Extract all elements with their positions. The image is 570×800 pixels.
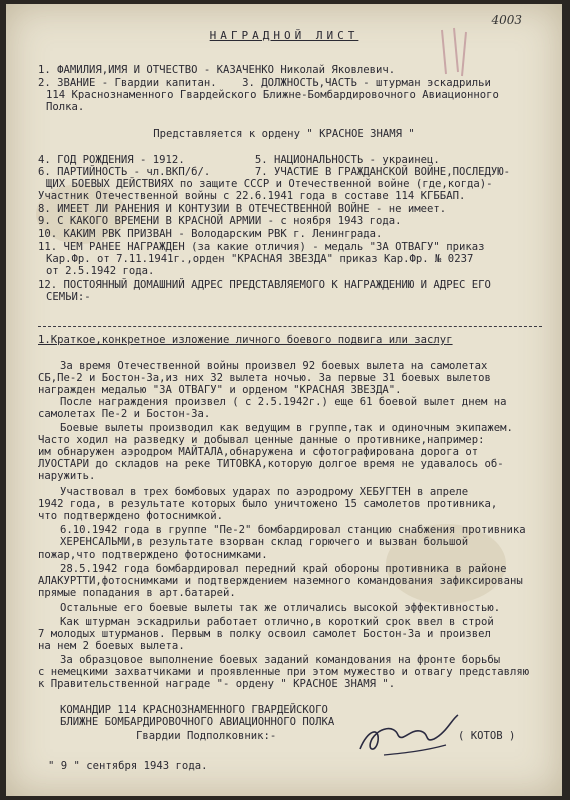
field-line: 10. КАКИМ РВК ПРИЗВАН - Володарским РВК г. Ленинграда.	[38, 228, 383, 240]
field-line: 12. ПОСТОЯННЫЙ ДОМАШНИЙ АДРЕС ПРЕДСТАВЛЯЕМОГО К НАГРАЖДЕНИЮ И АДРЕС ЕГО	[38, 279, 491, 291]
document-title: НАГРАДНОЙ ЛИСТ	[209, 29, 359, 42]
field-line: 9. С КАКОГО ВРЕМЕНИ В КРАСНОЙ АРМИИ - с ноября 1943 года.	[38, 215, 402, 227]
commander-rank: Гвардии Подполковник:-	[136, 730, 277, 742]
body-line: пожар,что подтверждено фотоснимками.	[38, 549, 268, 561]
archive-number: 4003	[491, 13, 522, 27]
field-line: Участник Отечественной войны с 22.6.1941 года в составе 114 КГББАП.	[38, 190, 466, 202]
award-sheet	[6, 4, 562, 796]
field-line: Кар.Фр. от 7.11.1941г.,орден "КРАСНАЯ ЗВЕЗДА" приказ Кар.Фр. № 0237	[46, 253, 474, 265]
field-line: ЩИХ БОЕВЫХ ДЕЙСТВИЯХ по защите СССР и Отечественной войне (где,когда)-	[46, 178, 493, 190]
signature-icon	[354, 709, 464, 764]
body-line: АЛАКУРТТИ,фотоснимками и подтверждением наземного командования зафиксированы прямые попадания в арт.батарей.	[38, 575, 523, 600]
body-line: Боевые вылеты производил как ведущим в группе,так и одиночным экипажем.	[60, 422, 513, 434]
field-line: от 2.5.1942 года.	[46, 265, 155, 277]
commander-name: ( КОТОВ )	[458, 730, 516, 742]
header-line: 1. ФАМИЛИЯ,ИМЯ И ОТЧЕСТВО - КАЗАЧЕНКО Николай Яковлевич.	[38, 64, 396, 76]
divider	[38, 326, 542, 327]
date-line: " 9 " сентября 1943 года.	[48, 760, 208, 772]
body-line: За время Отечественной войны произвел 92 боевых вылета на самолетах	[60, 360, 488, 372]
field-line: 4. ГОД РОЖДЕНИЯ - 1912. 5. НАЦИОНАЛЬНОСТЬ - украинец.	[38, 154, 440, 166]
body-line: 7 молодых штурманов. Первым в полку освоил самолет Бостон-3а и произвел	[38, 628, 491, 640]
field-line: 8. ИМЕЕТ ЛИ РАНЕНИЯ И КОНТУЗИИ В ОТЕЧЕСТВЕННОЙ ВОЙНЕ - не имеет.	[38, 203, 447, 215]
body-line: Участвовал в трех бомбовых ударах по аэродрому ХЕБУГТЕН в апреле	[60, 486, 469, 498]
header-line: 114 Краснознаменного Гвардейского Ближне-Бомбардировочного Авиационного	[46, 89, 499, 101]
body-line: 6.10.1942 года в группе "Пе-2" бомбардировал станцию снабжения противника ХЕРЕНСАЛЬМИ,в результате взорван склад горючего и вызван большой	[60, 524, 526, 549]
body-line: с немецкими захватчиками и проявленные при этом мужество и отвагу представляю к Правительственной награде "- ордену " КРАСНОЕ ЗНАМЯ ".	[38, 666, 530, 691]
body-line: на нем 2 боевых вылета.	[38, 640, 185, 652]
body-line: 28.5.1942 года бомбардировал передний край обороны противника в районе	[60, 563, 507, 575]
field-line: СЕМЬИ:-	[46, 291, 91, 303]
body-line: 1942 года, в результате которых было уничтожено 15 самолетов противника,	[38, 498, 498, 510]
body-line: СБ,Пе-2 и Бостон-3а,из них 32 вылета ночью. За первые 31 боевых вылетов	[38, 372, 491, 384]
presented-to: Представляется к ордену " КРАСНОЕ ЗНАМЯ "	[153, 128, 415, 140]
body-line: наружить.	[38, 470, 96, 482]
body-line: им обнаружен аэродром МАЙТАЛА,обнаружена и сфотографирована дорога от	[38, 446, 479, 458]
body-line: Часто ходил на разведку и добывал ценные данные о противнике,например:	[38, 434, 485, 446]
body-line: После награждения произвел ( с 2.5.1942г.) еще 61 боевой вылет днем на	[60, 396, 507, 408]
body-line: награжден медалью "ЗА ОТВАГУ" и орденом "КРАСНАЯ ЗВЕЗДА".	[38, 384, 402, 396]
header-line: Полка.	[46, 101, 85, 113]
commander-line: КОМАНДИР 114 КРАСНОЗНАМЕННОГО ГВАРДЕЙСКОГО	[60, 704, 328, 716]
section-heading: 1.Краткое,конкретное изложение личного боевого подвига или заслуг	[38, 334, 453, 346]
body-line: Как штурман эскадрильи работает отлично,в короткий срок ввел в строй	[60, 616, 494, 628]
body-line: самолетах Пе-2 и Бостон-3а.	[38, 408, 211, 420]
body-line: ЛУОСТАРИ до складов на реке ТИТОВКА,которую долгое время не удавалось об-	[38, 458, 504, 470]
body-line: что подтверждено фотоснимкой.	[38, 510, 223, 522]
commander-line: БЛИЖНЕ БОМБАРДИРОВОЧНОГО АВИАЦИОННОГО ПОЛКА	[60, 716, 335, 728]
body-line: За образцовое выполнение боевых заданий командования на фронте борьбы	[60, 654, 501, 666]
header-line: 2. ЗВАНИЕ - Гвардии капитан. 3. ДОЛЖНОСТЬ,ЧАСТЬ - штурман эскадрильи	[38, 77, 491, 89]
body-line: Остальные его боевые вылеты так же отличались высокой эффективностью.	[60, 602, 501, 614]
field-line: 6. ПАРТИЙНОСТЬ - чл.ВКП/б/. 7. УЧАСТИЕ В ГРАЖДАНСКОЙ ВОЙНЕ,ПОСЛЕДУЮ-	[38, 166, 510, 178]
field-line: 11. ЧЕМ РАНЕЕ НАГРАЖДЕН (за какие отличия) - медаль "ЗА ОТВАГУ" приказ	[38, 241, 485, 253]
